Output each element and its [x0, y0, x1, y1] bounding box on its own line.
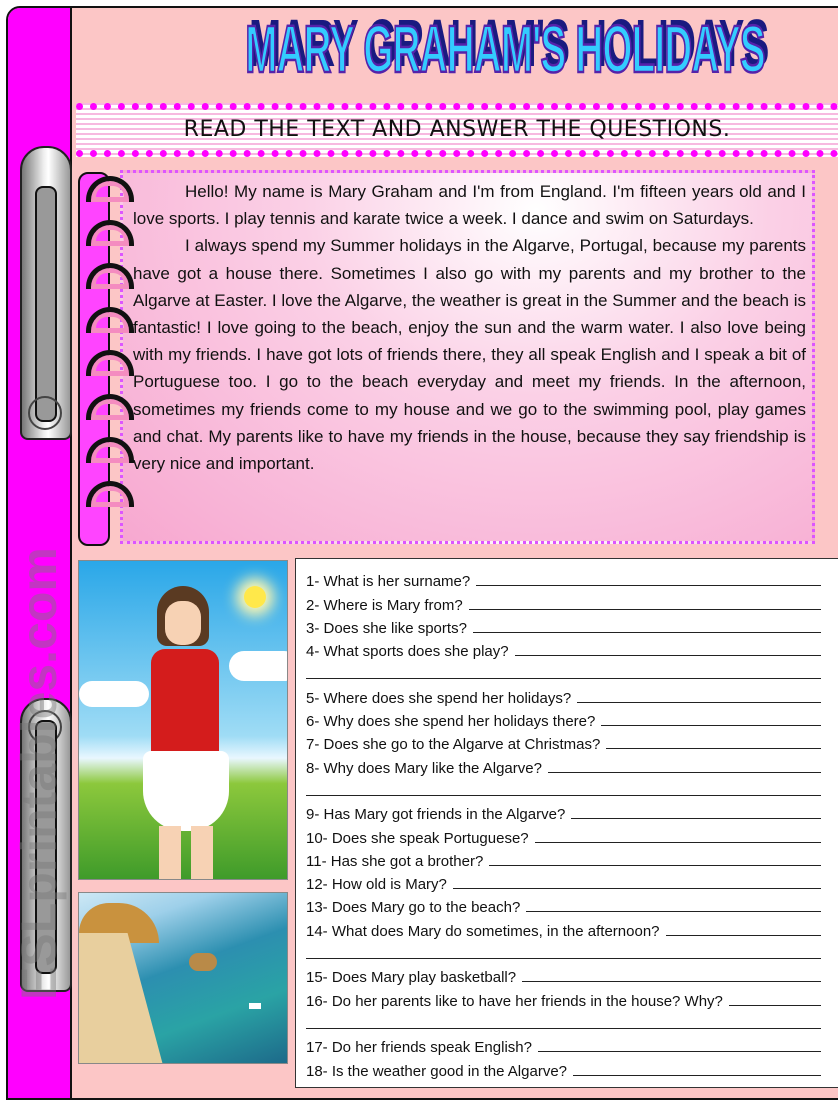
answer-line[interactable]	[601, 725, 821, 726]
worksheet-title: MARY GRAHAM'S HOLIDAYS	[245, 13, 765, 88]
answer-line[interactable]	[469, 609, 821, 610]
answer-line[interactable]	[535, 842, 821, 843]
reading-passage	[120, 170, 815, 544]
question-item	[306, 870, 821, 893]
question-text: 12- How old is Mary?	[306, 876, 447, 894]
question-item	[306, 800, 821, 823]
answer-line[interactable]	[526, 911, 821, 912]
question-item	[306, 637, 821, 660]
instruction-band	[76, 103, 838, 157]
passage-paragraph: Hello! My name is Mary Graham and I'm from England. I'm fifteen years old and I love sports. I play tennis and karate twice a week. I dance and swim on Saturdays.	[133, 182, 806, 229]
question-text: 11- Has she got a brother?	[306, 852, 484, 870]
answer-line[interactable]	[577, 702, 821, 703]
question-text: 2- Where is Mary from?	[306, 596, 463, 614]
answer-line[interactable]	[515, 655, 821, 656]
question-item	[306, 614, 821, 637]
watermark: ESLprintables.com	[11, 547, 67, 1000]
question-item	[306, 847, 821, 870]
question-text: 7- Does she go to the Algarve at Christmas?	[306, 736, 601, 754]
question-item	[306, 730, 821, 753]
question-text: 3- Does she like sports?	[306, 619, 467, 637]
answer-line[interactable]	[606, 748, 821, 749]
question-text: 1- What is her surname?	[306, 573, 471, 591]
question-text: 14- What does Mary do sometimes, in the afternoon?	[306, 922, 660, 940]
answer-line[interactable]	[476, 585, 821, 586]
question-text: 17- Do her friends speak English?	[306, 1039, 532, 1057]
question-text: 15- Does Mary play basketball?	[306, 969, 517, 987]
answer-line[interactable]	[538, 1051, 821, 1052]
instruction-text: READ THE TEXT AND ANSWER THE QUESTIONS.	[183, 117, 731, 142]
question-text: 6- Why does she spend her holidays there?	[306, 713, 596, 731]
question-item	[306, 986, 821, 1009]
passage-paragraph: I always spend my Summer holidays in the Algarve, Portugal, because my parents have got a house there. Sometimes I also go with my parents and my brother to the Algarve at Easter. I love the Algarve, the weather is great in the Summer and the beach is fantastic! I love going to the beach, enjoy the sun and the warm water. I also love being with my friends. I have got lots of friends there, they all speak English and I speak a bit of Portuguese too. I go to the beach everyday and meet my friends. In the afternoon, sometimes my friends come to my house and we go to the swimming pool, play games and chat. My parents like to have my friends in the house, because they say friendship is very nice and important.	[133, 236, 806, 474]
answer-line-row	[306, 1010, 821, 1033]
binder-strip	[8, 8, 72, 1098]
questions-box	[295, 558, 838, 1088]
answer-line[interactable]	[473, 632, 821, 633]
answer-line[interactable]	[453, 888, 821, 889]
question-text: 9- Has Mary got friends in the Algarve?	[306, 806, 566, 824]
question-item	[306, 567, 821, 590]
answer-line[interactable]	[306, 1028, 821, 1029]
question-item	[306, 1056, 821, 1079]
answer-line-row	[306, 777, 821, 800]
question-text: 16- Do her parents like to have her friends in the house? Why?	[306, 992, 723, 1010]
answer-line-row	[306, 660, 821, 683]
answer-line[interactable]	[306, 795, 821, 796]
beach-photo	[78, 892, 288, 1064]
question-item	[306, 590, 821, 613]
girl-illustration	[78, 560, 288, 880]
binder-ring-icon	[20, 698, 72, 992]
answer-line[interactable]	[573, 1075, 821, 1076]
question-item	[306, 963, 821, 986]
answer-line[interactable]	[489, 865, 821, 866]
question-text: 18- Is the weather good in the Algarve?	[306, 1062, 568, 1080]
question-item	[306, 753, 821, 776]
question-item	[306, 683, 821, 706]
binder-ring-icon	[20, 146, 72, 440]
question-item	[306, 893, 821, 916]
answer-line[interactable]	[306, 958, 821, 959]
answer-line[interactable]	[571, 818, 821, 819]
question-item	[306, 707, 821, 730]
answer-line[interactable]	[306, 678, 821, 679]
question-item	[306, 823, 821, 846]
question-text: 8- Why does Mary like the Algarve?	[306, 759, 542, 777]
answer-line[interactable]	[666, 935, 821, 936]
answer-line[interactable]	[522, 981, 821, 982]
question-text: 13- Does Mary go to the beach?	[306, 899, 521, 917]
answer-line-row	[306, 940, 821, 963]
title-banner	[200, 12, 810, 96]
question-text: 5- Where does she spend her holidays?	[306, 689, 572, 707]
question-item	[306, 1033, 821, 1056]
question-text: 4- What sports does she play?	[306, 643, 509, 661]
answer-line[interactable]	[548, 772, 821, 773]
question-text: 10- Does she speak Portuguese?	[306, 829, 529, 847]
question-item	[306, 916, 821, 939]
answer-line[interactable]	[729, 1005, 821, 1006]
